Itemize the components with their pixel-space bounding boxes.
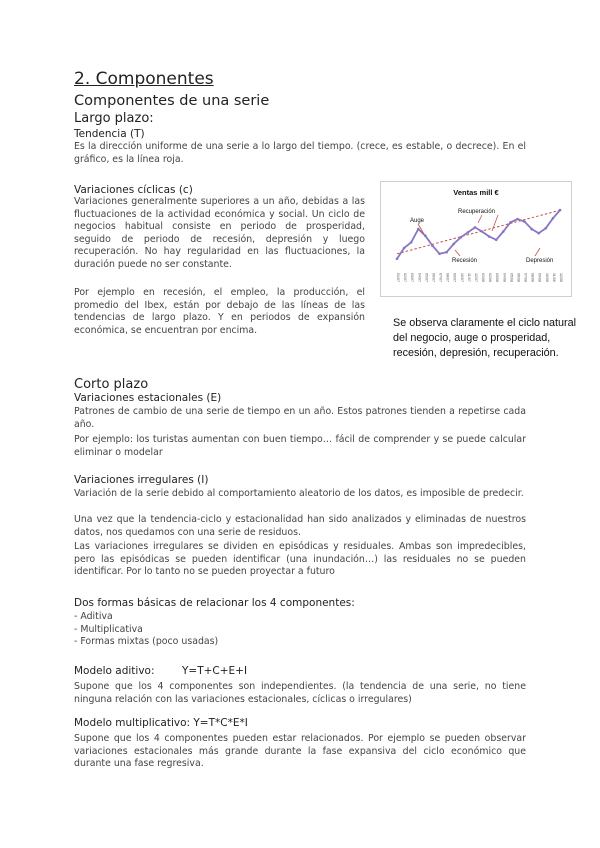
sales-point bbox=[474, 226, 477, 229]
x-tick-label: 05/08 bbox=[509, 273, 514, 282]
irregular-text-2: Una vez que la tendencia-ciclo y estacionalidad han sido analizados y eliminadas de nuestros datos, nos quedamos con una serie de residuos. bbox=[74, 514, 526, 538]
sales-chart bbox=[380, 181, 572, 297]
sales-point bbox=[523, 220, 526, 223]
x-tick-label: 07/08 bbox=[523, 273, 528, 282]
sales-point bbox=[445, 251, 448, 254]
x-tick-label: 08/08 bbox=[530, 273, 535, 282]
x-tick-label: 12/08 bbox=[559, 273, 563, 282]
chart-title: Ventas mill € bbox=[453, 188, 499, 197]
x-tick-label: 04/07 bbox=[417, 273, 422, 282]
sales-point bbox=[396, 258, 399, 261]
cyclical-text-2: Por ejemplo en recesión, el empleo, la producción, el promedio del Ibex, están por debajo de las líneas de las tendencias de largo plazo. Y en periodos de expansión económica, se encuentran por encima. bbox=[74, 287, 365, 336]
additive-title: Modelo aditivo: bbox=[74, 665, 155, 677]
x-tick-label: 06/07 bbox=[431, 273, 436, 282]
x-tick-label: 10/07 bbox=[459, 273, 464, 282]
sales-point bbox=[559, 209, 562, 212]
irregular-title: Variaciones irregulares (I) bbox=[74, 474, 209, 486]
seasonal-text-2: Por ejemplo: los turistas aumentan con buen tiempo… fácil de comprender y se puede calcular eliminar o modelar bbox=[74, 434, 526, 458]
x-tick-label: 11/07 bbox=[466, 273, 471, 282]
cyclical-text-1: Variaciones generalmente superiores a un año, debidas a las fluctuaciones de la actividad económica y social. Un ciclo de negocios habitual consiste en periodo de prosperidad, seguido de periodo de recesión, depresión y luego recuperación. No hay regularidad en las fluctuaciones, la duración puede no ser constante. bbox=[74, 196, 365, 270]
x-tick-label: 03/07 bbox=[410, 273, 415, 282]
x-tick-label: 02/07 bbox=[403, 273, 408, 282]
x-tick-label: 09/07 bbox=[452, 273, 457, 282]
x-tick-label: 01/07 bbox=[396, 273, 400, 282]
sales-point bbox=[431, 244, 434, 247]
x-tick-label: 04/08 bbox=[502, 273, 507, 282]
seasonal-text-1: Patrones de cambio de una serie de tiempo en un año. Estos patrones tienden a repetirse cada año. bbox=[74, 406, 526, 430]
annotation-recuperacion: Recuperación bbox=[458, 209, 496, 215]
multiplicative-title: Modelo multiplicativo: Y=T*C*E*I bbox=[74, 717, 248, 729]
multiplicative-text: Supone que los 4 componentes pueden estar relacionados. Por ejemplo se pueden observar variaciones estacionales más grande durante la fase expansiva del ciclo económico que durante una fase regresiva. bbox=[74, 733, 526, 770]
annotation-recesion: Recesión bbox=[452, 258, 478, 264]
x-tick-label: 05/07 bbox=[424, 273, 429, 282]
sales-point bbox=[410, 241, 413, 244]
sales-point bbox=[438, 253, 441, 256]
x-tick-label: 12/07 bbox=[474, 273, 478, 282]
chart-caption: Se observa claramente el ciclo natural del negocio, auge o prosperidad, recesión, depresión, recuperación. bbox=[393, 317, 577, 359]
sales-point bbox=[502, 230, 505, 233]
sales-point bbox=[424, 234, 427, 237]
additive-text: Supone que los 4 componentes son independientes. (la tendencia de una serie, no tiene ninguna relación con las variaciones estacionales, cíclicas o irregulares) bbox=[74, 681, 526, 705]
trend-text: Es la dirección uniforme de una serie a lo largo del tiempo. (crece, es estable, o decrece). En el gráfico, es la línea roja. bbox=[74, 141, 526, 165]
relations-item-mixed: - Formas mixtas (poco usadas) bbox=[74, 636, 219, 648]
x-tick-label: 09/08 bbox=[537, 273, 542, 282]
cyclical-title: Variaciones cíclicas (c) bbox=[74, 184, 193, 196]
x-tick-label: 10/08 bbox=[544, 273, 549, 282]
sales-point bbox=[488, 235, 491, 238]
annotation-depresion: Depresión bbox=[526, 258, 554, 264]
page-subtitle: Componentes de una serie bbox=[74, 93, 270, 109]
relations-item-additive: - Aditiva bbox=[74, 611, 113, 622]
sales-point bbox=[495, 239, 498, 242]
irregular-text-3: Las variaciones irregulares se dividen en episódicas y residuales. Ambas son impredecibles, pero las episódicas se pueden identificar (una inundación…) las residuales no se pueden identificar. Por lo tanto no se pueden proyectar a futuro bbox=[74, 541, 526, 578]
x-tick-label: 03/08 bbox=[495, 273, 500, 282]
sales-point bbox=[481, 230, 484, 233]
additive-formula: Y=T+C+E+I bbox=[182, 665, 248, 677]
x-tick-label: 06/08 bbox=[516, 273, 521, 282]
sales-point bbox=[509, 221, 512, 224]
relations-title: Dos formas básicas de relacionar los 4 componentes: bbox=[74, 597, 355, 609]
sales-point bbox=[403, 247, 406, 250]
long-term-heading: Largo plazo: bbox=[74, 111, 154, 126]
short-term-heading: Corto plazo bbox=[74, 377, 149, 392]
sales-point bbox=[452, 243, 455, 246]
x-tick-label: 01/08 bbox=[481, 273, 485, 282]
x-tick-label: 08/07 bbox=[445, 273, 450, 282]
section-title: 2. Componentes bbox=[74, 69, 214, 89]
annotation-auge: Auge bbox=[410, 218, 425, 224]
trend-title: Tendencia (T) bbox=[74, 128, 145, 140]
sales-point bbox=[467, 231, 470, 234]
sales-point bbox=[552, 217, 555, 220]
sales-point bbox=[460, 236, 463, 239]
sales-point bbox=[530, 228, 533, 231]
sales-point bbox=[417, 228, 420, 231]
x-tick-label: 11/08 bbox=[551, 273, 556, 282]
irregular-text-1: Variación de la serie debido al comportamiento aleatorio de los datos, es imposible de predecir. bbox=[74, 488, 524, 499]
relations-list bbox=[74, 611, 218, 649]
sales-point bbox=[516, 218, 519, 221]
sales-point bbox=[537, 232, 540, 235]
x-tick-label: 02/08 bbox=[488, 273, 493, 282]
x-tick-label: 07/07 bbox=[438, 273, 443, 282]
seasonal-title: Variaciones estacionales (E) bbox=[74, 392, 222, 404]
relations-item-multiplicative: - Multiplicativa bbox=[74, 623, 143, 635]
sales-point bbox=[545, 227, 548, 230]
